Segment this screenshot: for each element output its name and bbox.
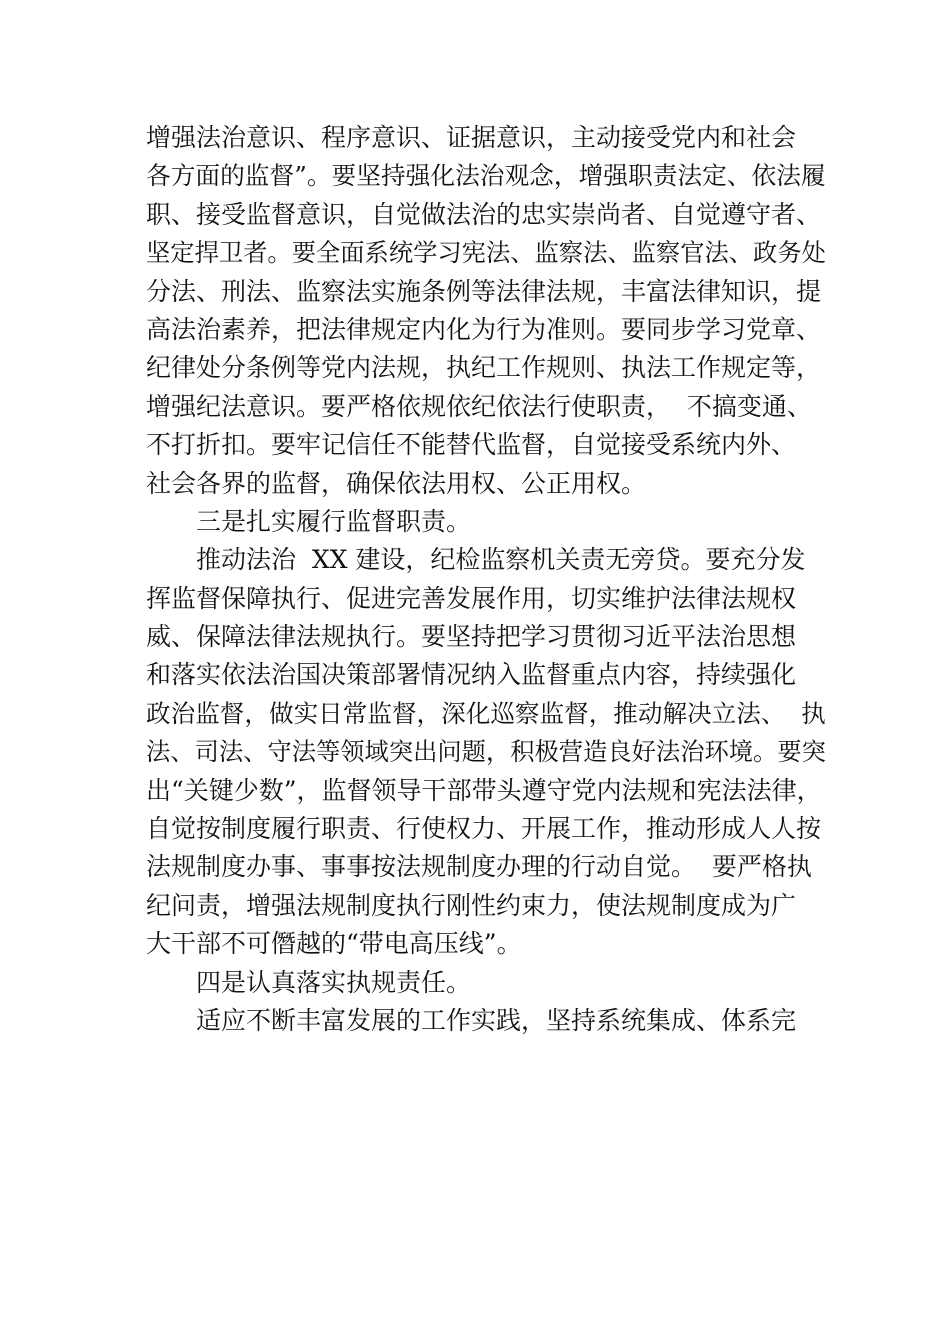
text-line: 增强法治意识、程序意识、证据意识，主动接受党内和社会 (146, 123, 797, 152)
text-line: 纪律处分条例等党内法规，执纪工作规则、执法工作规定等， (146, 353, 822, 383)
text-line: 适应不断丰富发展的工作实践，坚持系统集成、体系完 (196, 1005, 797, 1035)
document-body (146, 119, 826, 1040)
text-line: 和落实依法治国决策部署情况纳入监督重点内容，持续强化 (146, 660, 797, 690)
section-heading-three: 三是扎实履行监督职责。 (196, 506, 472, 536)
section-heading-four: 四是认真落实执规责任。 (196, 967, 472, 997)
text-line: 纪问责，增强法规制度执行刚性约束力，使法规制度成为广 (146, 890, 797, 920)
text-line: 增强纪法意识。要严格依规依纪依法行使职责， 不搞变通、 (146, 391, 812, 421)
text-line: 大干部不可僭越的“带电高压线”。 (146, 929, 522, 959)
text-line: 法规制度办事、事事按法规制度办理的行动自觉。 要严格执 (146, 852, 812, 882)
text-line: 不打折扣。要牢记信任不能替代监督，自觉接受系统内外、 (146, 430, 797, 460)
text-line: 职、接受监督意识，自觉做法治的忠实崇尚者、自觉遵守者、 (146, 199, 822, 229)
text-line: 坚定捍卫者。要全面系统学习宪法、监察法、监察官法、政务处 (146, 238, 826, 268)
text-line: 政治监督，做实日常监督，深化巡察监督，推动解决立法、 执 (146, 698, 826, 728)
text-line: 法、司法、守法等领域突出问题，积极营造良好法治环境。要突 (146, 737, 826, 767)
text-line: 社会各界的监督，确保依法用权、公正用权。 (146, 468, 647, 498)
text-line: 出“关键少数”，监督领导干部带头遵守党内法规和宪法法律， (146, 775, 822, 805)
text-line: 威、保障法律法规执行。要坚持把学习贯彻习近平法治思想 (146, 622, 797, 652)
text-line: 挥监督保障执行、促进完善发展作用，切实维护法律法规权 (146, 583, 797, 613)
text-line: 分法、刑法、监察法实施条例等法律法规，丰富法律知识，提 (146, 276, 822, 306)
text-line: 推动法治 XX 建设，纪检监察机关责无旁贷。要充分发 (196, 545, 806, 575)
text-line: 高法治素养，把法律规定内化为行为准则。要同步学习党章、 (146, 314, 822, 344)
text-line: 自觉按制度履行职责、行使权力、开展工作，推动形成人人按 (146, 814, 822, 844)
text-line: 各方面的监督”。要坚持强化法治观念，增强职责法定、依法履 (146, 161, 826, 191)
